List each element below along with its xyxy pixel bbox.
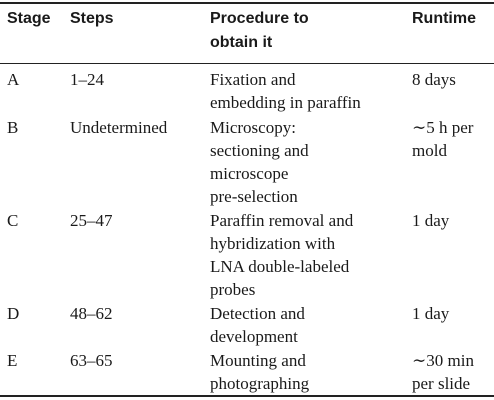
header-steps: Steps: [70, 10, 114, 27]
row-e-procedure-line1: Mounting and: [210, 351, 306, 370]
row-b-procedure-line1: Microscopy:: [210, 118, 296, 137]
row-d-runtime-line1: 1 day: [412, 304, 450, 323]
row-a-procedure-line1: Fixation and: [210, 70, 296, 89]
row-e-procedure-line2: photographing: [210, 374, 310, 393]
row-e-runtime-line2: per slide: [412, 374, 471, 393]
row-c-procedure-line1: Paraffin removal and: [210, 211, 354, 230]
row-a-procedure-line2: embedding in paraffin: [210, 93, 361, 112]
row-d-procedure-line2: development: [210, 327, 298, 346]
header-stage: Stage: [7, 10, 51, 27]
row-b-stage: B: [7, 118, 19, 137]
row-e-stage: E: [7, 351, 18, 370]
row-a-steps: 1–24: [70, 70, 104, 89]
row-c-runtime-line1: 1 day: [412, 211, 450, 230]
row-b-runtime-line2: mold: [412, 141, 447, 160]
row-d-steps: 48–62: [70, 304, 113, 323]
row-d-procedure-line1: Detection and: [210, 304, 305, 323]
table-top-rule: [0, 2, 494, 4]
row-b-procedure-line4: pre-selection: [210, 187, 298, 206]
header-divider: [0, 63, 494, 64]
row-c-procedure-line3: LNA double-labeled: [210, 257, 350, 276]
row-c-stage: C: [7, 211, 19, 230]
table-bottom-rule: [0, 395, 494, 397]
row-b-procedure-line2: sectioning and: [210, 141, 309, 160]
row-b-runtime-line1: ∼5 h per: [412, 118, 474, 137]
row-c-steps: 25–47: [70, 211, 113, 230]
row-a-stage: A: [7, 70, 20, 89]
row-d-stage: D: [7, 304, 20, 323]
row-e-steps: 63–65: [70, 351, 113, 370]
row-c-procedure-line2: hybridization with: [210, 234, 336, 253]
header-procedure-line1: Procedure to: [210, 10, 309, 27]
header-procedure-line2: obtain it: [210, 34, 273, 51]
row-a-runtime-line1: 8 days: [412, 70, 456, 89]
row-b-steps: Undetermined: [70, 118, 168, 137]
row-b-procedure-line3: microscope: [210, 164, 289, 183]
row-e-runtime-line1: ∼30 min: [412, 351, 474, 370]
row-c-procedure-line4: probes: [210, 280, 256, 299]
header-runtime: Runtime: [412, 10, 476, 27]
